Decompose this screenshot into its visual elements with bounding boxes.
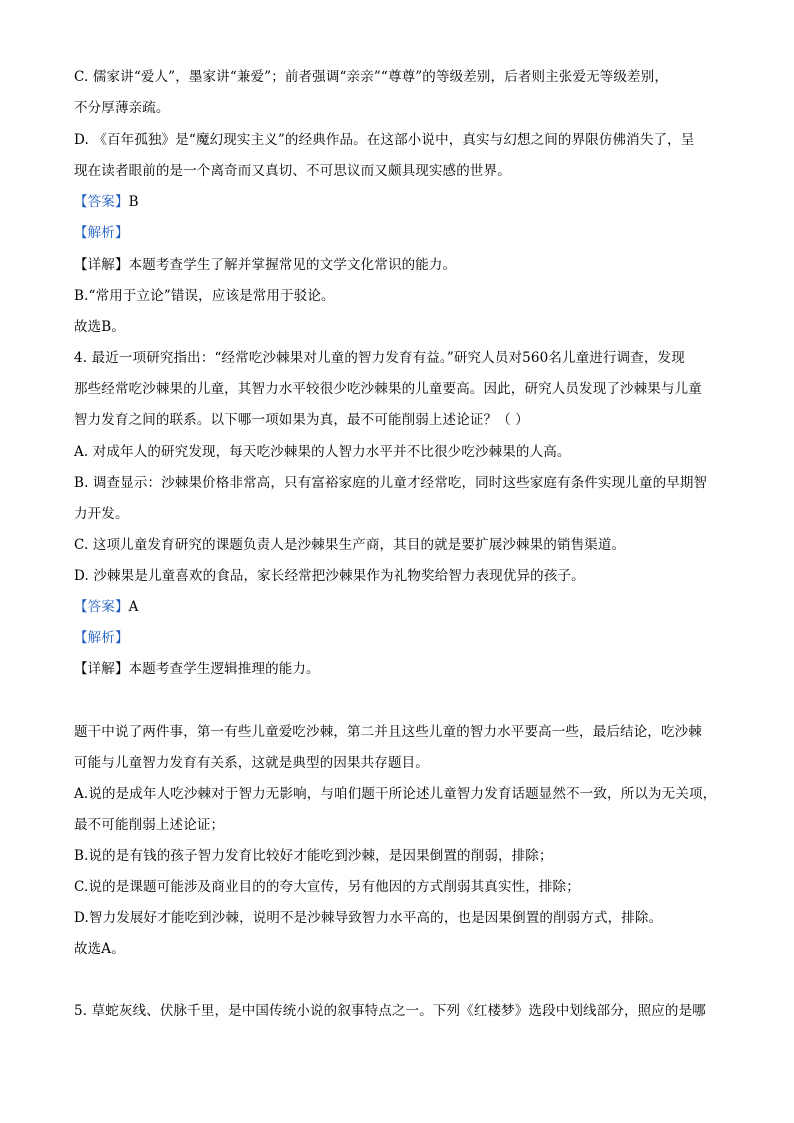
q5-stem-line1: 5. 草蛇灰线、伏脉千里，是中国传统小说的叙事特点之一。下列《红楼梦》选段中划线部分，照应的是哪 [74, 1003, 706, 1019]
q4-answer [74, 597, 734, 617]
q4-option-a: A. 对成年人的研究发现，每天吃沙棘果的人智力水平并不比很少吃沙棘果的人高。 [74, 444, 571, 460]
q4-para1-line1: 题干中说了两件事，第一有些儿童爱吃沙棘，第二并且这些儿童的智力水平要高一些，最后结论，吃沙棘 [74, 724, 702, 740]
q4-stem-line3: 智力发育之间的联系。以下哪一项如果为真，最不可能削弱上述论证？（ ） [74, 412, 529, 428]
q4-a-line2: 最不可能削弱上述论证； [74, 817, 225, 833]
answer-value: A [128, 599, 139, 615]
q3-detail [74, 255, 734, 275]
detail-tag: 【详解】 [74, 661, 129, 677]
q4-option-b-line2: 力开发。 [74, 506, 129, 522]
q4-stem-line1: 4. 最近一项研究指出：“经常吃沙棘果对儿童的智力发育有益。”研究人员对560名儿童进行调查，发现 [74, 350, 685, 366]
detail-text: 本题考查学生逻辑推理的能力。 [128, 661, 320, 677]
detail-text: 本题考查学生了解并掌握常见的文学文化常识的能力。 [128, 257, 457, 273]
q4-c-line: C.说的是课题可能涉及商业目的的夸大宣传，另有他因的方式削弱其真实性，排除； [74, 879, 580, 895]
q4-conclusion: 故选A。 [74, 941, 125, 957]
q3-analysis [74, 223, 734, 243]
q4-detail [74, 659, 734, 679]
q4-option-c: C. 这项儿童发育研究的课题负责人是沙棘果生产商，其目的就是要扩展沙棘果的销售渠道。 [74, 537, 626, 553]
q3-conclusion: 故选B。 [74, 319, 126, 335]
q3-option-c-line1: C. 儒家讲“爱人”，墨家讲“兼爱”；前者强调“亲亲”“尊尊”的等级差别，后者则主张爱无等级差别， [74, 69, 668, 85]
detail-tag: 【详解】 [74, 257, 129, 273]
q3-option-d-line2: 现在读者眼前的是一个离奇而又真切、不可思议而又颇具现实感的世界。 [74, 163, 511, 179]
q4-stem-line2: 那些经常吃沙棘果的儿童，其智力水平较很少吃沙棘果的儿童要高。因此，研究人员发现了沙棘果与儿童 [74, 381, 702, 397]
answer-tag: 【答案】 [74, 194, 129, 210]
q4-para1-line2: 可能与儿童智力发育有关系，这就是典型的因果共存题目。 [74, 755, 429, 771]
analysis-tag: 【解析】 [74, 630, 129, 646]
answer-value: B [128, 194, 139, 210]
q4-a-line1: A.说的是成年人吃沙棘对于智力无影响，与咱们题干所论述儿童智力发育话题显然不一致，所以为无关项， [74, 786, 717, 802]
q4-b-line: B.说的是有钱的孩子智力发育比较好才能吃到沙棘，是因果倒置的削弱，排除； [74, 848, 553, 864]
q4-option-d: D. 沙棘果是儿童喜欢的食品，家长经常把沙棘果作为礼物奖给智力表现优异的孩子。 [74, 568, 585, 584]
q3-answer [74, 192, 734, 212]
q4-d-line: D.智力发展好才能吃到沙棘，说明不是沙棘导致智力水平高的，也是因果倒置的削弱方式，排除。 [74, 910, 663, 926]
q3-explanation: B.“常用于立论”错误，应该是常用于驳论。 [74, 288, 335, 304]
answer-tag: 【答案】 [74, 599, 129, 615]
q4-option-b-line1: B. 调查显示：沙棘果价格非常高，只有富裕家庭的儿童才经常吃，同时这些家庭有条件实现儿童的早期智 [74, 475, 708, 491]
q3-option-d-line1: D. 《百年孤独》是“魔幻现实主义”的经典作品。在这部小说中，真实与幻想之间的界限仿佛消失了，呈 [74, 132, 695, 148]
analysis-tag: 【解析】 [74, 225, 129, 241]
q3-option-c-line2: 不分厚薄亲疏。 [74, 100, 170, 116]
q4-analysis [74, 628, 734, 648]
